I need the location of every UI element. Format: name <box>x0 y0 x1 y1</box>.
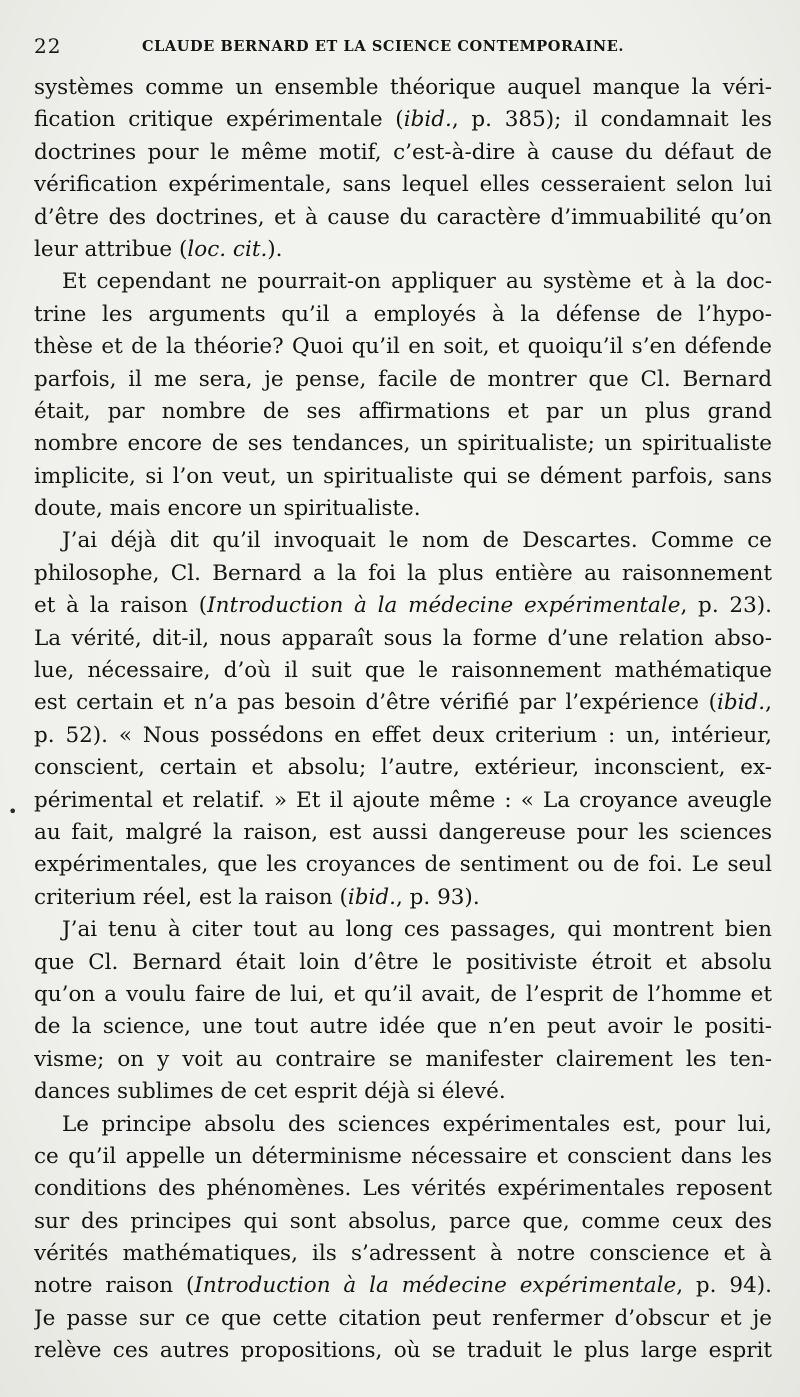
italic-citation: Introduction à la médecine expérimentale <box>207 593 681 619</box>
text-run: p. 52). « Nous possédons en effet deux criterium : un, intérieur, <box>34 722 772 748</box>
page-number: 22 <box>34 34 62 58</box>
text-line <box>34 396 772 428</box>
text-line <box>34 947 772 979</box>
text-run: ce qu’il appelle un déterminisme nécessaire et conscient dans les <box>34 1143 772 1169</box>
text-line <box>34 72 772 104</box>
text-line <box>34 137 772 169</box>
text-run: était, par nombre de ses affirmations et par un plus grand <box>34 398 772 424</box>
text-line <box>34 1173 772 1205</box>
text-run: criterium réel, est la raison ( <box>34 884 348 910</box>
text-run: Je passe sur ce que cette citation peut renfermer d’obscur et je <box>34 1305 772 1331</box>
margin-speck: • <box>8 802 18 821</box>
text-line <box>34 364 772 396</box>
text-line <box>34 461 772 493</box>
text-run: J’ai déjà dit qu’il invoquait le nom de Descartes. Comme ce <box>62 528 772 554</box>
text-run: philosophe, Cl. Bernard a la foi la plus entière au raisonnement <box>34 560 772 586</box>
text-line <box>34 1141 772 1173</box>
text-run: leur attribue ( <box>34 236 188 262</box>
text-run: doctrines pour le même motif, c’est-à-dire à cause du défaut de <box>34 139 772 165</box>
text-line <box>34 817 772 849</box>
italic-citation: Introduction à la médecine expérimentale <box>194 1273 677 1299</box>
text-run: , p. 385); il condamnait les <box>451 107 772 133</box>
italic-citation: ibid. <box>717 690 766 716</box>
text-line <box>34 1335 772 1367</box>
text-run: vérification expérimentale, sans lequel elles cesseraient selon lui <box>34 172 772 198</box>
text-line <box>34 234 772 266</box>
text-run: trine les arguments qu’il a employés à la défense de l’hypo- <box>34 301 772 327</box>
text-run: Et cependant ne pourrait-on appliquer au système et à la doc- <box>62 269 772 295</box>
text-run: que Cl. Bernard était loin d’être le positiviste étroit et absolu <box>34 949 772 975</box>
text-line <box>34 687 772 719</box>
text-run: qu’on a voulu faire de lui, et qu’il avait, de l’esprit de l’homme et <box>34 981 772 1007</box>
text-run: nombre encore de ses tendances, un spiritualiste; un spiritualiste <box>34 431 772 457</box>
text-run: conditions des phénomènes. Les vérités expérimentales reposent <box>34 1176 772 1202</box>
text-line <box>34 914 772 946</box>
text-run: , p. 23). <box>680 593 772 619</box>
text-run: fication critique expérimentale ( <box>34 107 404 133</box>
text-line <box>34 558 772 590</box>
text-line <box>34 849 772 881</box>
text-line <box>34 1076 772 1108</box>
text-run: parfois, il me sera, je pense, facile de montrer que Cl. Bernard <box>34 366 772 392</box>
text-run: dances sublimes de cet esprit déjà si élevé. <box>34 1079 506 1105</box>
text-run: au fait, malgré la raison, est aussi dangereuse pour les sciences <box>34 819 772 845</box>
running-head <box>34 28 772 68</box>
text-line <box>34 202 772 234</box>
text-run: ). <box>267 236 283 262</box>
text-line <box>34 655 772 687</box>
text-run: implicite, si l’on veut, un spiritualiste qui se dément parfois, sans <box>34 463 772 489</box>
text-run: est certain et n’a pas besoin d’être vérifié par l’expérience ( <box>34 690 718 716</box>
text-line <box>34 785 772 817</box>
text-line <box>34 1044 772 1076</box>
text-line <box>34 1011 772 1043</box>
text-line <box>34 1303 772 1335</box>
italic-citation: ibid. <box>403 107 452 133</box>
text-line <box>34 428 772 460</box>
text-run: de la science, une tout autre idée que n’en peut avoir le positi- <box>34 1014 772 1040</box>
text-line <box>34 1206 772 1238</box>
text-run: visme; on y voit au contraire se manifester clairement les ten- <box>34 1046 772 1072</box>
text-run: J’ai tenu à citer tout au long ces passages, qui montrent bien <box>62 917 772 943</box>
text-run: et à la raison ( <box>34 593 208 619</box>
text-line <box>34 752 772 784</box>
text-run: expérimentales, que les croyances de sentiment ou de foi. Le seul <box>34 852 772 878</box>
text-line <box>34 266 772 298</box>
text-run: Le principe absolu des sciences expérimentales est, pour lui, <box>62 1111 772 1137</box>
text-line <box>34 169 772 201</box>
text-line <box>34 1109 772 1141</box>
text-line <box>34 493 772 525</box>
text-line <box>34 331 772 363</box>
text-line <box>34 623 772 655</box>
text-line <box>34 979 772 1011</box>
text-line <box>34 1270 772 1302</box>
text-line <box>34 590 772 622</box>
italic-citation: ibid. <box>347 884 396 910</box>
body-text <box>34 72 772 1368</box>
text-run: , <box>765 690 772 716</box>
running-title: CLAUDE BERNARD ET LA SCIENCE CONTEMPORAINE. <box>142 38 625 55</box>
text-run: , p. 94). <box>676 1273 772 1299</box>
italic-citation: loc. cit. <box>187 236 268 262</box>
text-line <box>34 299 772 331</box>
text-run: périmental et relatif. » Et il ajoute même : « La croyance aveugle <box>34 787 772 813</box>
text-run: doute, mais encore un spiritualiste. <box>34 496 421 522</box>
text-run: notre raison ( <box>34 1273 195 1299</box>
text-line <box>34 1238 772 1270</box>
text-line <box>34 104 772 136</box>
text-line <box>34 882 772 914</box>
text-run: conscient, certain et absolu; l’autre, extérieur, inconscient, ex- <box>34 755 772 781</box>
text-run: sur des principes qui sont absolus, parce que, comme ceux des <box>34 1208 772 1234</box>
text-line <box>34 720 772 752</box>
text-line <box>34 525 772 557</box>
text-run: La vérité, dit-il, nous apparaît sous la forme d’une relation abso- <box>34 625 772 651</box>
text-run: thèse et de la théorie? Quoi qu’il en soit, et quoiqu’il s’en défende <box>34 334 772 360</box>
text-run: d’être des doctrines, et à cause du caractère d’immuabilité qu’on <box>34 204 772 230</box>
text-run: lue, nécessaire, d’où il suit que le raisonnement mathématique <box>34 658 772 684</box>
text-run: relève ces autres propositions, où se traduit le plus large esprit <box>34 1338 772 1364</box>
text-run: vérités mathématiques, ils s’adressent à notre conscience et à <box>34 1241 772 1267</box>
text-run: systèmes comme un ensemble théorique auquel manque la véri- <box>34 75 772 100</box>
text-run: , p. 93). <box>395 884 480 910</box>
